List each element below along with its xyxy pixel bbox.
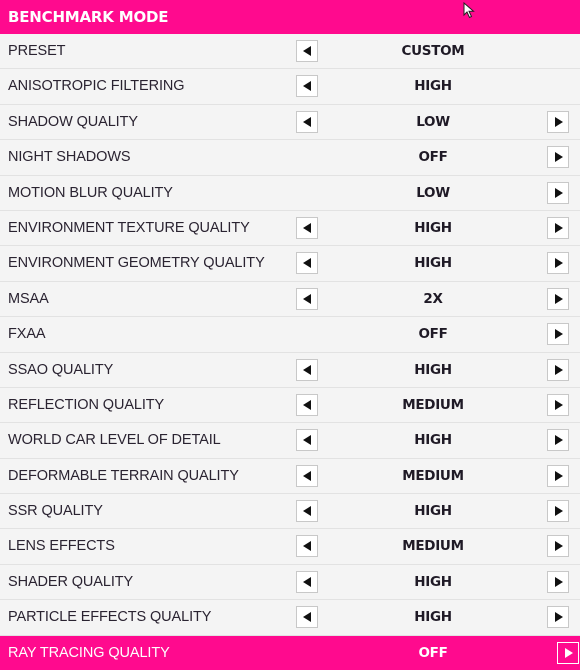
increase-arrow-button[interactable] (547, 288, 569, 310)
arrow-right-icon (555, 577, 563, 587)
decrease-arrow-button[interactable] (296, 465, 318, 487)
setting-label: SHADER QUALITY (8, 573, 134, 590)
setting-row[interactable] (0, 246, 580, 281)
arrow-right-icon (555, 329, 563, 339)
increase-arrow-button[interactable] (547, 111, 569, 133)
arrow-left-icon (303, 46, 311, 56)
arrow-right-icon (565, 648, 573, 658)
arrow-left-icon (303, 294, 311, 304)
setting-value: LOW (416, 184, 450, 201)
increase-arrow-button[interactable] (547, 571, 569, 593)
setting-row[interactable] (0, 34, 580, 69)
setting-row[interactable] (0, 211, 580, 246)
setting-label: LENS EFFECTS (8, 538, 115, 555)
setting-label: SSR QUALITY (8, 503, 103, 520)
arrow-left-icon (303, 435, 311, 445)
arrow-right-icon (555, 117, 563, 127)
setting-value: OFF (418, 644, 448, 661)
arrow-left-icon (303, 541, 311, 551)
setting-row[interactable] (0, 600, 580, 635)
setting-row[interactable] (0, 69, 580, 104)
setting-row[interactable] (0, 176, 580, 211)
increase-arrow-button[interactable] (557, 642, 579, 664)
setting-label: WORLD CAR LEVEL OF DETAIL (8, 432, 221, 449)
arrow-right-icon (555, 506, 563, 516)
increase-arrow-button[interactable] (547, 429, 569, 451)
arrow-right-icon (555, 294, 563, 304)
arrow-left-icon (303, 612, 311, 622)
arrow-left-icon (303, 81, 311, 91)
increase-arrow-button[interactable] (547, 500, 569, 522)
decrease-arrow-button[interactable] (296, 217, 318, 239)
setting-value: MEDIUM (402, 396, 464, 413)
increase-arrow-button[interactable] (547, 535, 569, 557)
increase-arrow-button[interactable] (547, 182, 569, 204)
setting-value: HIGH (414, 503, 452, 520)
setting-row[interactable] (0, 388, 580, 423)
setting-value: LOW (416, 113, 450, 130)
arrow-left-icon (303, 117, 311, 127)
increase-arrow-button[interactable] (547, 146, 569, 168)
decrease-arrow-button[interactable] (296, 359, 318, 381)
setting-value: OFF (418, 326, 448, 343)
decrease-arrow-button[interactable] (296, 252, 318, 274)
arrow-right-icon (555, 188, 563, 198)
setting-value: CUSTOM (401, 43, 465, 59)
decrease-arrow-button[interactable] (296, 394, 318, 416)
setting-value: MEDIUM (402, 467, 464, 484)
decrease-arrow-button[interactable] (296, 535, 318, 557)
increase-arrow-button[interactable] (547, 465, 569, 487)
setting-value: HIGH (414, 255, 452, 272)
setting-label: SHADOW QUALITY (8, 113, 138, 130)
decrease-arrow-button[interactable] (296, 571, 318, 593)
decrease-arrow-button[interactable] (296, 75, 318, 97)
setting-value: HIGH (414, 78, 452, 95)
setting-label: SSAO QUALITY (8, 361, 114, 378)
arrow-left-icon (303, 223, 311, 233)
setting-label: ENVIRONMENT GEOMETRY QUALITY (8, 255, 265, 272)
setting-label: PRESET (8, 43, 66, 59)
decrease-arrow-button[interactable] (296, 500, 318, 522)
setting-label: REFLECTION QUALITY (8, 396, 165, 413)
setting-label: FXAA (8, 326, 46, 343)
panel-header (0, 0, 580, 34)
setting-row[interactable] (0, 353, 580, 388)
setting-label: ANISOTROPIC FILTERING (8, 78, 185, 95)
setting-row[interactable] (0, 494, 580, 529)
setting-value: 2X (423, 290, 443, 307)
setting-label: DEFORMABLE TERRAIN QUALITY (8, 467, 239, 484)
setting-label: MSAA (8, 290, 49, 307)
setting-value: OFF (418, 149, 448, 166)
arrow-left-icon (303, 471, 311, 481)
arrow-right-icon (555, 471, 563, 481)
setting-value: HIGH (414, 361, 452, 378)
arrow-left-icon (303, 365, 311, 375)
increase-arrow-button[interactable] (547, 359, 569, 381)
arrow-right-icon (555, 258, 563, 268)
setting-row[interactable] (0, 423, 580, 458)
increase-arrow-button[interactable] (547, 394, 569, 416)
setting-row[interactable] (0, 105, 580, 140)
arrow-right-icon (555, 400, 563, 410)
decrease-arrow-button[interactable] (296, 40, 318, 62)
setting-row[interactable] (0, 140, 580, 175)
increase-arrow-button[interactable] (547, 217, 569, 239)
setting-value: HIGH (414, 573, 452, 590)
setting-value: MEDIUM (402, 538, 464, 555)
arrow-left-icon (303, 506, 311, 516)
setting-row[interactable] (0, 317, 580, 352)
setting-row[interactable] (0, 459, 580, 494)
mouse-cursor-icon (463, 2, 477, 20)
setting-row[interactable] (0, 565, 580, 600)
setting-value: HIGH (414, 219, 452, 236)
arrow-left-icon (303, 258, 311, 268)
panel-title: BENCHMARK MODE (8, 8, 169, 26)
setting-value: HIGH (414, 432, 452, 449)
setting-label: NIGHT SHADOWS (8, 149, 131, 166)
arrow-right-icon (555, 541, 563, 551)
increase-arrow-button[interactable] (547, 252, 569, 274)
setting-value: HIGH (414, 609, 452, 626)
decrease-arrow-button[interactable] (296, 606, 318, 628)
arrow-left-icon (303, 577, 311, 587)
decrease-arrow-button[interactable] (296, 429, 318, 451)
setting-row[interactable] (0, 636, 580, 670)
decrease-arrow-button[interactable] (296, 111, 318, 133)
settings-list (0, 34, 580, 670)
arrow-right-icon (555, 365, 563, 375)
arrow-right-icon (555, 435, 563, 445)
increase-arrow-button[interactable] (547, 323, 569, 345)
setting-label: MOTION BLUR QUALITY (8, 184, 173, 201)
arrow-right-icon (555, 612, 563, 622)
setting-label: PARTICLE EFFECTS QUALITY (8, 609, 212, 626)
decrease-arrow-button[interactable] (296, 288, 318, 310)
setting-label: RAY TRACING QUALITY (8, 644, 170, 661)
increase-arrow-button[interactable] (547, 606, 569, 628)
arrow-right-icon (555, 223, 563, 233)
arrow-right-icon (555, 152, 563, 162)
arrow-left-icon (303, 400, 311, 410)
setting-label: ENVIRONMENT TEXTURE QUALITY (8, 219, 250, 236)
setting-row[interactable] (0, 529, 580, 564)
setting-row[interactable] (0, 282, 580, 317)
